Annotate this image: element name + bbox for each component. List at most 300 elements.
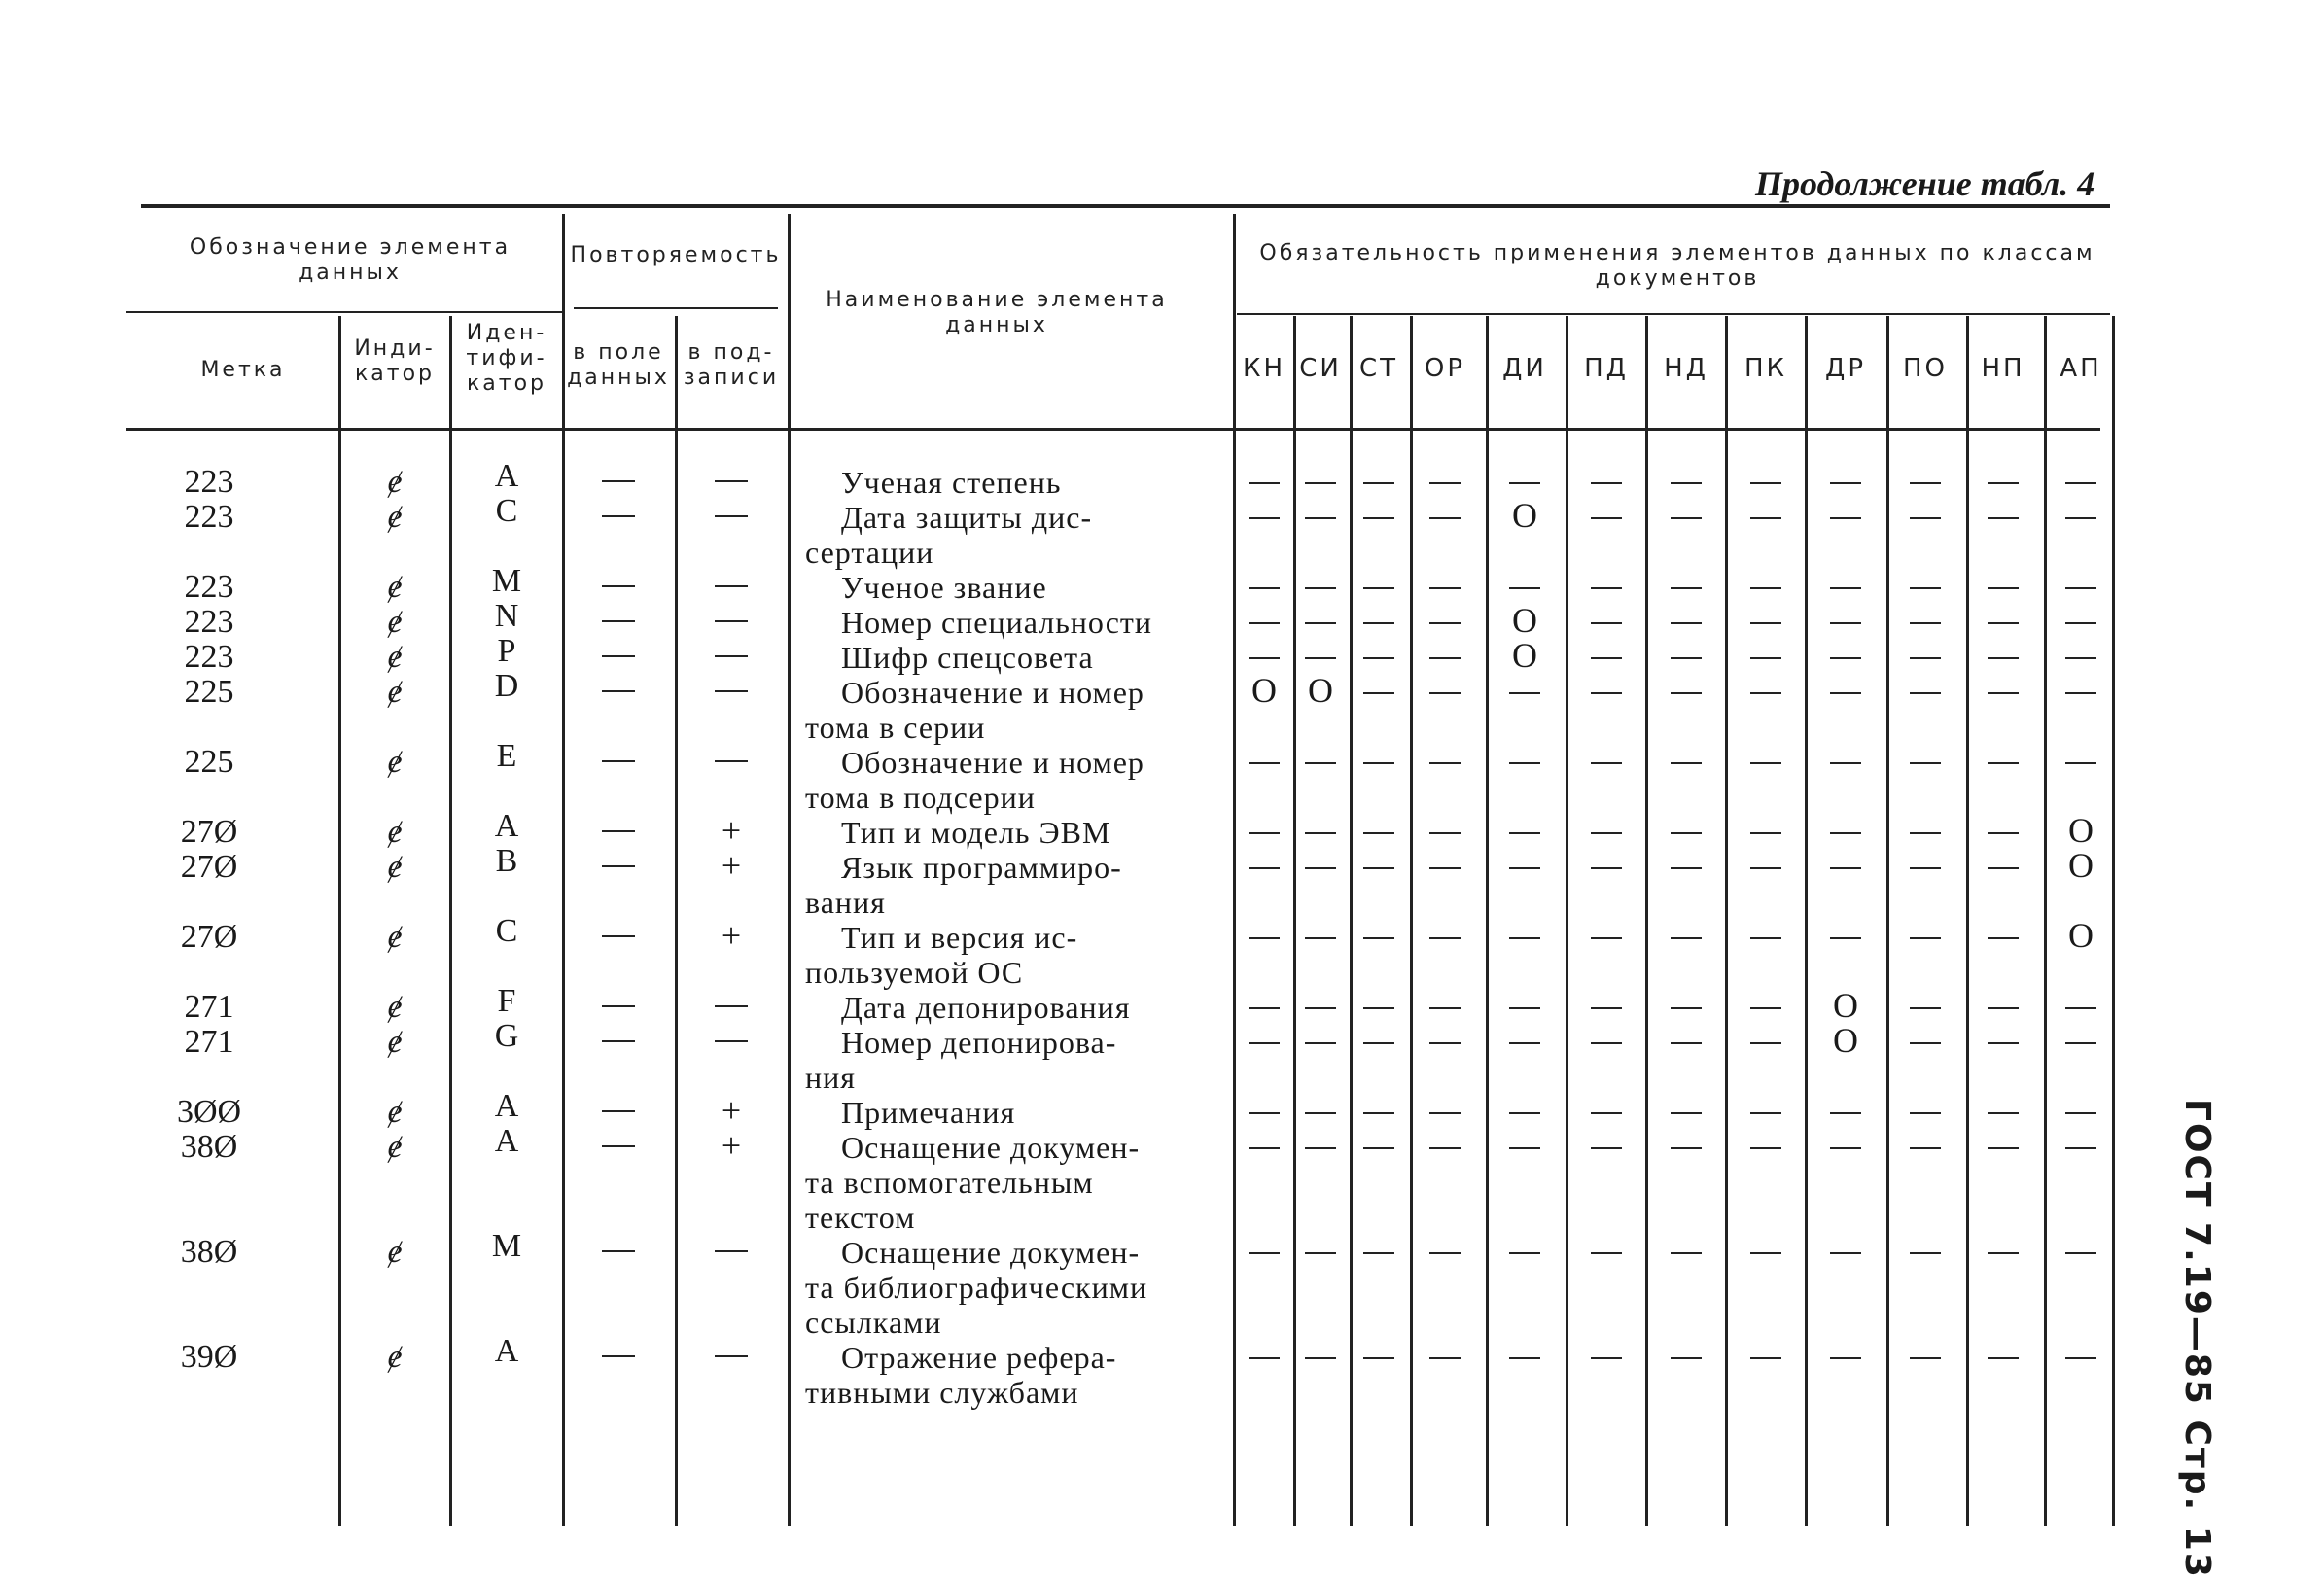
row-class-value: О [1833,986,1858,1025]
row-class-value [1896,986,1954,1021]
row-class-value [1350,1126,1408,1161]
header-designation: Обозначение элемента данных [189,235,511,285]
row-class-dash [1830,657,1861,659]
row-class-value [1974,636,2032,671]
row-class-dash [1591,1007,1622,1009]
class-column-line [1886,316,1889,1526]
row-class-value [1235,1336,1293,1371]
class-column-line [1486,316,1489,1526]
row-class-dash [1671,692,1702,694]
header-identifier: Иден-тифи-катор [466,321,547,396]
row-indicator: ɇ [387,639,403,675]
row-class-dash [1249,1007,1280,1009]
row-class-value: О [1308,671,1333,710]
row-class-dash [1750,1042,1781,1044]
row-element-name: текстом [805,1200,916,1235]
row-class-dash [1363,1357,1394,1359]
row-in-subfield: + [721,811,742,850]
row-class-value [1657,671,1715,706]
row-class-dash [1591,657,1622,659]
row-class-value [1350,461,1408,496]
row-in-field [589,1336,648,1371]
row-label: 27Ø [180,919,238,955]
class-header: ДР [1825,354,1866,383]
row-label: 27Ø [180,814,238,850]
row-class-dash [1671,1112,1702,1114]
row-class-value [1416,601,1474,636]
row-indicator: ɇ [387,1094,403,1130]
row-class-dash [1988,1252,2019,1254]
row-class-value [1416,566,1474,601]
row-in-field-dash [602,1250,635,1252]
header-repeatability: Повторяемость [570,243,782,267]
row-class-value [1291,601,1350,636]
row-class-dash [1509,1357,1540,1359]
row-label: 223 [184,569,234,605]
row-class-value [1816,1231,1875,1266]
row-class-dash [1249,657,1280,659]
row-label: 39Ø [180,1339,238,1375]
row-class-value [1896,461,1954,496]
row-class-value [1577,496,1636,531]
row-in-field-dash [602,690,635,692]
row-class-value [1816,741,1875,776]
row-label: 225 [184,744,234,780]
row-class-dash [1988,482,2019,484]
row-class-value [2052,741,2110,776]
row-class-value [1896,566,1954,601]
row-class-dash [1363,622,1394,624]
row-class-value [1235,636,1293,671]
row-class-dash [1830,867,1861,869]
row-class-value [1496,671,1554,706]
row-class-dash [1509,587,1540,589]
row-class-value [1737,1126,1795,1161]
obligation-rule [1237,313,2110,315]
row-element-name: Обозначение и номер [841,675,1144,710]
row-class-value [1657,916,1715,951]
row-class-dash [1830,1147,1861,1149]
row-class-value [1235,916,1293,951]
row-class-value [1350,1336,1408,1371]
row-class-dash [1591,1042,1622,1044]
row-class-value [1816,916,1875,951]
row-identifier: A [494,1123,519,1159]
row-class-dash [1671,1357,1702,1359]
row-class-value [1657,566,1715,601]
row-class-dash [1429,1147,1461,1149]
row-label: 271 [184,1024,234,1060]
row-class-value [1974,811,2032,846]
row-class-value [2052,671,2110,706]
row-element-name: тома в подсерии [805,780,1036,815]
row-class-value [1657,1231,1715,1266]
row-class-dash [1591,482,1622,484]
row-class-value [1974,1336,2032,1371]
header-label: Метка [200,358,286,382]
row-class-value: О [2068,811,2094,850]
row-class-dash [1830,587,1861,589]
row-class-value [1896,1126,1954,1161]
row-class-value [1577,986,1636,1021]
row-class-value [1816,846,1875,881]
row-class-value [2052,636,2110,671]
row-class-value [1816,601,1875,636]
row-label: 223 [184,639,234,675]
row-in-subfield [702,741,760,776]
row-class-value [1657,1336,1715,1371]
row-class-dash [1910,1147,1941,1149]
row-class-dash [1363,762,1394,764]
row-class-dash [1305,762,1336,764]
row-in-field-dash [602,830,635,832]
row-class-value [1974,1231,2032,1266]
row-in-field [589,1126,648,1161]
row-element-name: Тип и модель ЭВМ [841,815,1111,850]
row-class-dash [1249,482,1280,484]
row-class-value [1816,1126,1875,1161]
row-class-dash [1910,1357,1941,1359]
row-class-dash [1988,1042,2019,1044]
row-class-value [1350,811,1408,846]
row-in-subfield-dash [715,760,748,762]
row-class-value: О [1512,636,1537,675]
row-class-dash [1429,587,1461,589]
row-class-value [1737,461,1795,496]
row-class-dash [1429,517,1461,519]
row-class-dash [1305,867,1336,869]
row-class-dash [1988,622,2019,624]
table-top-rule [141,204,2110,208]
row-class-dash [1249,587,1280,589]
row-class-value [1816,496,1875,531]
row-class-value [1235,1126,1293,1161]
row-class-value [1496,846,1554,881]
class-header: НП [1981,354,2025,383]
row-identifier: A [494,1333,519,1369]
row-class-value [1896,811,1954,846]
row-identifier: A [494,458,519,494]
row-class-value [1896,846,1954,881]
row-element-name: Обозначение и номер [841,745,1144,780]
row-class-value [1816,461,1875,496]
row-element-name: Номер специальности [841,605,1153,640]
row-class-value [1974,1091,2032,1126]
class-column-line [1805,316,1808,1526]
row-class-value [1496,1021,1554,1056]
row-class-dash [1830,1357,1861,1359]
row-class-dash [1429,692,1461,694]
row-in-subfield-dash [715,1250,748,1252]
row-class-value [2052,1336,2110,1371]
row-class-dash [1910,1007,1941,1009]
class-header: ОР [1424,354,1466,383]
row-in-subfield-dash [715,655,748,657]
row-class-dash [2065,587,2096,589]
row-class-value [1235,846,1293,881]
row-class-dash [1363,657,1394,659]
row-in-field-dash [602,585,635,587]
row-class-value [1291,566,1350,601]
row-element-name: вания [805,885,886,920]
row-class-value [1974,461,2032,496]
row-class-value [1577,1336,1636,1371]
row-class-dash [1830,1112,1861,1114]
row-class-dash [1429,762,1461,764]
row-class-dash [1988,762,2019,764]
row-class-value [1235,1091,1293,1126]
row-indicator: ɇ [387,1339,403,1375]
row-class-value [1350,601,1408,636]
class-column-line [1966,316,1969,1526]
row-class-dash [1671,622,1702,624]
class-header: ПК [1743,354,1787,383]
row-class-dash [1750,867,1781,869]
row-class-value [1896,1021,1954,1056]
row-in-field [589,741,648,776]
row-class-dash [1591,587,1622,589]
row-in-subfield: + [721,1126,742,1165]
row-class-dash [2065,762,2096,764]
row-class-dash [1429,1007,1461,1009]
row-class-value [1291,1231,1350,1266]
row-class-value [1737,846,1795,881]
row-in-subfield [702,1021,760,1056]
row-class-value [1657,461,1715,496]
row-identifier: M [491,1228,522,1264]
header-in-subfield: в под-записи [683,340,780,390]
row-class-dash [1750,762,1781,764]
row-class-dash [1910,622,1941,624]
row-class-dash [1750,937,1781,939]
row-class-dash [1671,482,1702,484]
row-in-field [589,1231,648,1266]
row-class-dash [1830,482,1861,484]
row-in-field-dash [602,935,635,937]
row-element-name: ссылками [805,1305,942,1340]
row-class-dash [1910,1112,1941,1114]
row-class-value [1577,1021,1636,1056]
row-in-field [589,601,648,636]
class-column-line [1566,316,1568,1526]
row-class-value [1737,1091,1795,1126]
row-class-value: О [2068,916,2094,955]
row-class-dash [1988,937,2019,939]
class-column-line [1725,316,1728,1526]
row-element-name: Ученое звание [841,570,1047,605]
row-class-dash [1305,1147,1336,1149]
row-class-dash [1429,867,1461,869]
row-indicator: ɇ [387,814,403,850]
row-label: 38Ø [180,1234,238,1270]
row-class-dash [1509,1112,1540,1114]
row-class-value [1577,461,1636,496]
row-in-field [589,461,648,496]
row-class-value [1577,671,1636,706]
class-header: КН [1242,354,1285,383]
row-class-value [1896,1091,1954,1126]
row-class-value [1496,1126,1554,1161]
row-class-value [1896,601,1954,636]
row-indicator: ɇ [387,849,403,885]
row-class-value [2052,1021,2110,1056]
row-in-subfield: + [721,1091,742,1130]
row-class-dash [2065,1042,2096,1044]
row-class-dash [1671,517,1702,519]
row-class-value [1416,986,1474,1021]
row-class-dash [1429,1042,1461,1044]
row-indicator: ɇ [387,499,403,535]
row-indicator: ɇ [387,1234,403,1270]
class-header: АП [2060,354,2102,383]
row-indicator: ɇ [387,674,403,710]
row-class-dash [2065,692,2096,694]
row-class-dash [1988,1007,2019,1009]
class-header: ПД [1584,354,1629,383]
row-class-value [1235,741,1293,776]
row-class-value [1416,461,1474,496]
row-class-dash [1249,937,1280,939]
row-class-value [1657,496,1715,531]
row-class-dash [1305,1007,1336,1009]
row-element-name: Дата защиты дис- [841,500,1093,535]
row-class-dash [1509,867,1540,869]
column-line [788,214,791,1526]
row-class-value [1496,916,1554,951]
row-class-dash [2065,1007,2096,1009]
row-class-dash [1910,587,1941,589]
row-class-value [1416,741,1474,776]
row-class-dash [1750,832,1781,834]
row-class-value [2052,1231,2110,1266]
row-class-dash [1750,657,1781,659]
row-class-dash [1910,657,1941,659]
row-in-subfield [702,1336,760,1371]
row-class-dash [1750,1007,1781,1009]
row-class-dash [1363,1252,1394,1254]
row-class-value [1896,671,1954,706]
row-class-value [1235,461,1293,496]
row-class-value [1737,601,1795,636]
row-class-value [1496,1091,1554,1126]
row-class-value [1577,916,1636,951]
row-class-value [1896,496,1954,531]
row-class-value [1416,811,1474,846]
row-indicator: ɇ [387,464,403,500]
row-class-dash [1509,1252,1540,1254]
row-class-dash [1305,832,1336,834]
row-class-dash [1305,1042,1336,1044]
row-in-field-dash [602,655,635,657]
row-label: 223 [184,604,234,640]
row-class-value [1416,496,1474,531]
row-element-name: тома в серии [805,710,986,745]
row-class-value [1291,741,1350,776]
row-class-dash [1305,937,1336,939]
row-class-value [1896,741,1954,776]
row-in-subfield [702,671,760,706]
row-class-dash [1750,622,1781,624]
row-in-subfield: + [721,916,742,955]
row-class-dash [1305,587,1336,589]
repeatability-rule [574,307,778,309]
header-indicator: Инди-катор [354,336,436,386]
row-in-field-dash [602,515,635,517]
row-class-value [1896,1336,1954,1371]
row-in-subfield-dash [715,1005,748,1007]
class-column-line [1645,316,1648,1526]
row-in-subfield [702,636,760,671]
row-class-value: О [1833,1021,1858,1060]
row-identifier: P [497,633,516,669]
row-class-dash [1750,1357,1781,1359]
class-column-line [2044,316,2047,1526]
row-class-value [1350,566,1408,601]
row-class-dash [1830,832,1861,834]
row-element-name: Дата депонирования [841,990,1131,1025]
row-class-dash [1988,657,2019,659]
row-class-value [1974,986,2032,1021]
row-element-name: Ученая степень [841,465,1062,500]
row-class-dash [1910,692,1941,694]
row-class-dash [1363,832,1394,834]
row-class-dash [1830,692,1861,694]
row-class-dash [1509,1042,1540,1044]
row-class-dash [1671,1252,1702,1254]
row-class-dash [1249,867,1280,869]
row-class-dash [1910,1042,1941,1044]
row-class-dash [1249,1252,1280,1254]
row-in-subfield [702,461,760,496]
row-class-value [1235,986,1293,1021]
row-class-value: О [1251,671,1277,710]
row-class-value: О [2068,846,2094,885]
row-class-value [1235,601,1293,636]
row-class-value [1657,846,1715,881]
row-class-value [2052,1126,2110,1161]
row-indicator: ɇ [387,604,403,640]
row-class-dash [1429,937,1461,939]
row-class-dash [1671,1147,1702,1149]
row-class-value [1577,636,1636,671]
row-class-value [1577,741,1636,776]
row-class-dash [2065,1357,2096,1359]
row-class-dash [1830,622,1861,624]
row-class-value [1974,496,2032,531]
row-class-dash [1671,867,1702,869]
row-class-dash [1591,832,1622,834]
row-class-dash [1750,1112,1781,1114]
row-class-value [1577,566,1636,601]
row-class-value [1577,1126,1636,1161]
column-line [562,214,565,1526]
row-in-field [589,566,648,601]
row-class-dash [1830,517,1861,519]
row-class-value [1657,811,1715,846]
row-in-subfield [702,986,760,1021]
row-element-name: тивными службами [805,1375,1079,1410]
row-class-value [1291,916,1350,951]
row-class-value [1896,916,1954,951]
row-class-dash [1509,832,1540,834]
row-class-dash [1509,1147,1540,1149]
row-identifier: N [494,598,519,634]
row-class-value [2052,461,2110,496]
row-class-dash [1591,1252,1622,1254]
row-class-value [1657,601,1715,636]
row-in-field-dash [602,620,635,622]
row-class-value [1416,1091,1474,1126]
